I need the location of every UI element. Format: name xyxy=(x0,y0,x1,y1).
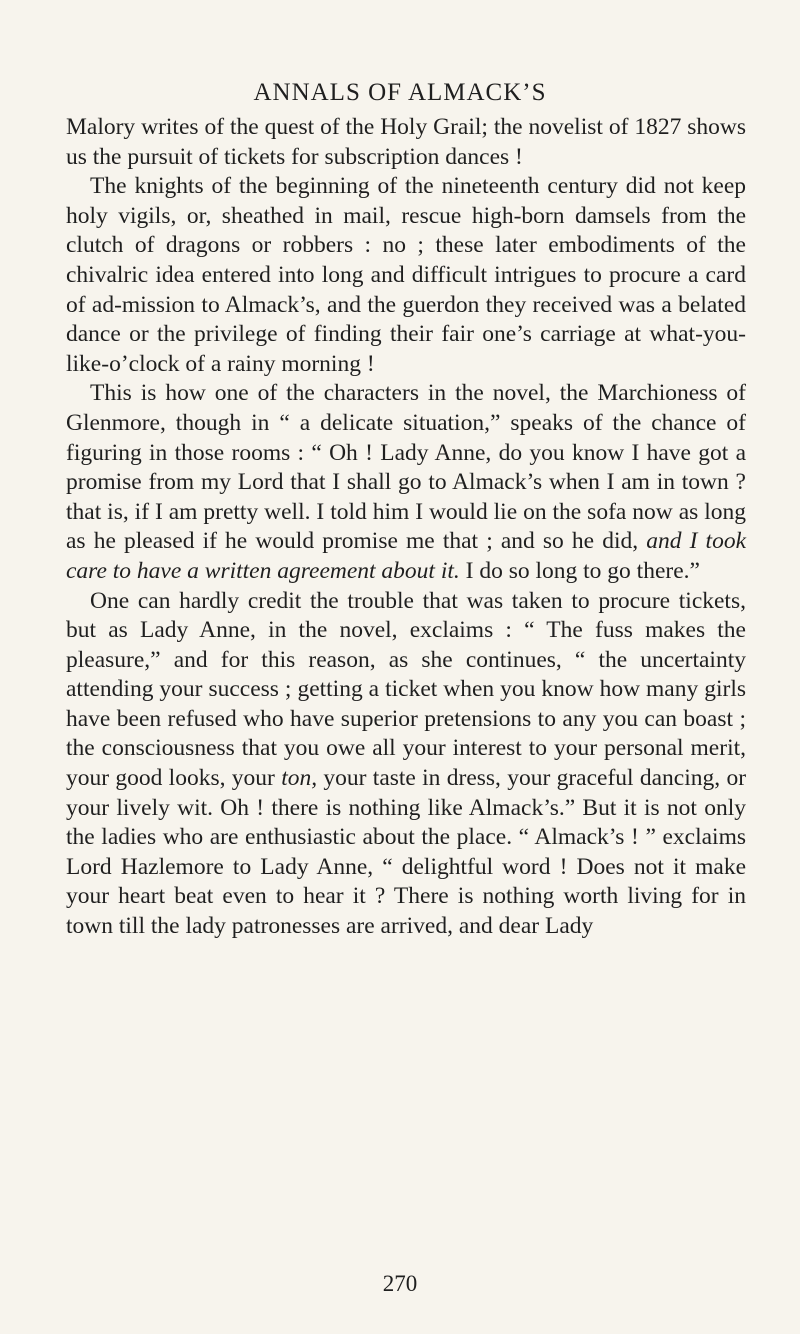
paragraph-3-text-b: I do so long to go there.” xyxy=(465,557,700,584)
paragraph-4-text-a: One can hardly credit the trouble that was taken to procure tickets, but as Lady Anne, in the novel, exclaims : “ The fuss makes the pleasure,” and for this reason, as she continues, “ the uncertainty attending your success ; getting a ticket when you know how many girls have been refused who have superior pretensions to any you can boast ; the consciousness that you owe all your interest to your personal merit, your good looks, your xyxy=(66,587,746,792)
body-text xyxy=(66,113,746,942)
page-number: 270 xyxy=(382,1271,418,1296)
paragraph-1: Malory writes of the quest of the Holy Grail; the novelist of 1827 shows us the pursuit of tickets for subscription dances ! xyxy=(66,114,746,170)
paragraph-2: The knights of the beginning of the nineteenth century did not keep holy vigils, or, sheathed in mail, rescue high-born damsels from the clutch of dragons or robbers : no ; these later embodiments of the chivalric idea entered into long and difficult intrigues to procure a card of ad-mission to Almack’s, and the guerdon they received was a belated dance or the privilege of finding their fair one’s carriage at what-you-like-o’clock of a rainy morning ! xyxy=(66,173,746,377)
paragraph-3-italic-text: and I took care to have a written agreement about it. xyxy=(66,528,746,584)
paragraph-4-italic-text: ton, xyxy=(281,765,318,792)
paragraph-4 xyxy=(66,587,746,942)
running-head: ANNALS OF ALMACK’S xyxy=(253,79,547,106)
paragraph-4-text-b: your taste in dress, your graceful dancing, or your lively wit. Oh ! there is nothing like Almack’s.” But it is not only the ladies who are enthusiastic about the place. “ Almack’s ! ” exclaims Lord Hazlemore to Lady Anne, “ delightful word ! Does not it make your heart beat even to hear it ? There is nothing worth living for in town till the lady patronesses are arrived, and dear Lady xyxy=(66,765,747,940)
paragraph-3 xyxy=(66,379,746,586)
paragraph-3-text-a: This is how one of the characters in the novel, the Marchioness of Glenmore, though in “ a delicate situation,” speaks of the chance of figuring in those rooms : “ Oh ! Lady Anne, do you know I have got a promise from my Lord that I shall go to Almack’s when I am in town ? that is, if I am pretty well. I told him I would lie on the sofa now as long as he pleased if he would promise me that ; and so he did, xyxy=(66,380,746,555)
